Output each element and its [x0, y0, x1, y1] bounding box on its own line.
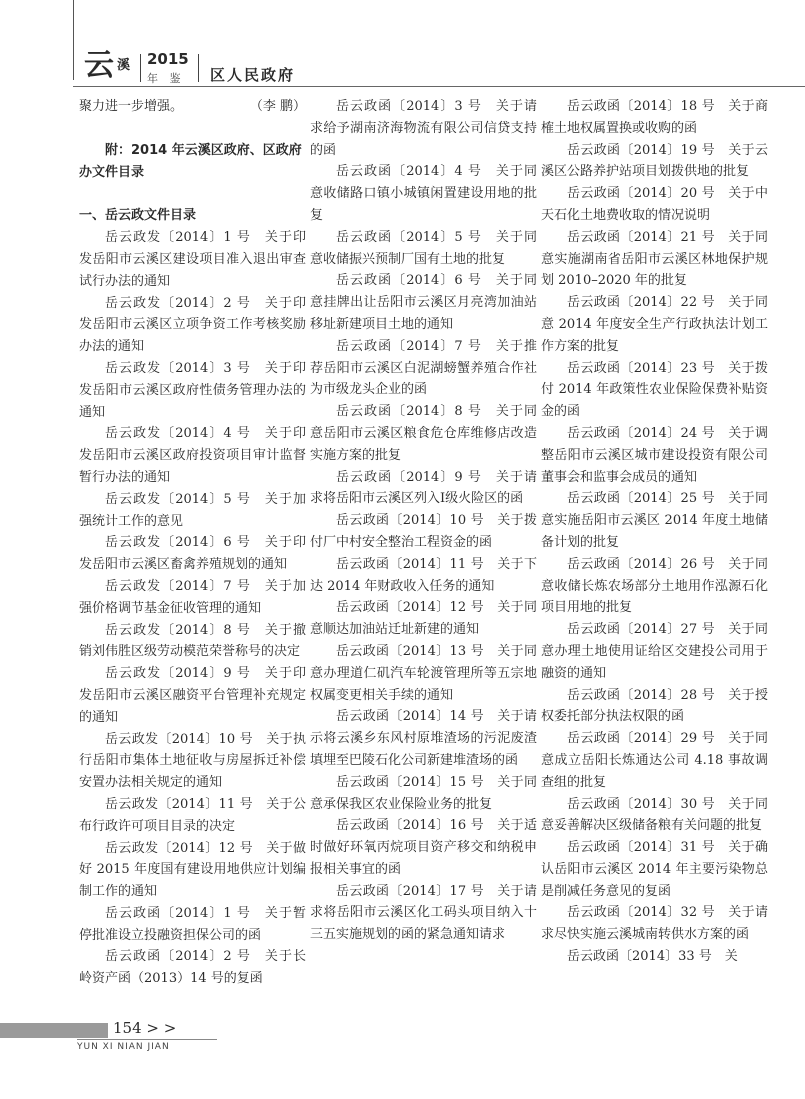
- list-item: 岳云政函〔2014〕17 号 关于请求将岳阳市云溪区化工码头项目纳入十三五实施规划的函的紧急通知请求: [310, 883, 537, 943]
- list-item: 岳云政发〔2014〕8 号 关于撤销刘伟胜区级劳动模范荣誉称号的决定: [79, 622, 306, 660]
- paragraph-ending: 聚力进一步增强。 （李 鹏）: [79, 96, 306, 118]
- list-item: 岳云政函〔2014〕16 号 关于适时做好环氧丙烷项目资产移交和纳税申报相关事宜的函: [310, 818, 537, 877]
- list-item: 岳云政发〔2014〕10 号 关于执行岳阳市集体土地征收与房屋拆迁补偿安置办法相关规定的通知: [79, 731, 306, 791]
- list-item: 岳云政函〔2014〕24 号 关于调整岳阳市云溪区城市建设投资有限公司董事会和监事会成员的通知: [541, 425, 768, 485]
- text-column-2: [310, 96, 537, 946]
- footer-bar: [0, 1023, 108, 1038]
- header-year: 2015: [147, 50, 189, 68]
- list-item: 岳云政函〔2014〕22 号 关于同意 2014 年度安全生产行政执法计划工作方案的批复: [541, 295, 768, 354]
- list-item: 岳云政函〔2014〕9 号 关于请求将岳阳市云溪区列入Ⅰ级火险区的函: [310, 469, 537, 507]
- list-item: 岳云政函〔2014〕26 号 关于同意收储长炼农场部分土地用作泓源石化项目用地的批复: [541, 556, 768, 616]
- list-item: 岳云政函〔2014〕23 号 关于拨付 2014 年政策性农业保险保费补贴资金的函: [541, 360, 768, 420]
- list-item: 岳云政发〔2014〕5 号 关于加强统计工作的意见: [79, 491, 306, 529]
- list-item: 岳云政函〔2014〕27 号 关于同意办理土地使用证给区交建投公司用于融资的通知: [541, 622, 768, 681]
- list-item: 岳云政发〔2014〕3 号 关于印发岳阳市云溪区政府性债务管理办法的通知: [79, 360, 306, 420]
- header-divider: [198, 54, 199, 82]
- list-item: 岳云政函〔2014〕2 号 关于长岭资产函（2013）14 号的复函: [79, 949, 306, 987]
- list-item: 岳云政函〔2014〕13 号 关于同意办理道仁矶汽车轮渡管理所等五宗地权属变更相关手续的通知: [310, 643, 537, 703]
- list-item: 岳云政函〔2014〕15 号 关于同意承保我区农业保险业务的批复: [310, 774, 537, 812]
- list-item: 岳云政函〔2014〕19 号 关于云溪区公路养护站项目划拨供地的批复: [541, 142, 768, 180]
- appendix-title: 附：2014 年云溪区政府、区政府办文件目录: [79, 142, 302, 180]
- logo-main-char: 云: [84, 48, 113, 83]
- header-divider: [140, 54, 141, 82]
- footer-rule: [77, 1039, 217, 1040]
- list-item: 岳云政函〔2014〕28 号 关于授权委托部分执法权限的函: [541, 687, 768, 725]
- list-item: 岳云政函〔2014〕11 号 关于下达 2014 年财政收入任务的通知: [310, 556, 537, 594]
- list-item: 岳云政函〔2014〕10 号 关于拨付厂中村安全整治工程资金的函: [310, 513, 537, 550]
- list-item: 岳云政发〔2014〕12 号 关于做好 2015 年度国有建设用地供应计划编制工作的通知: [79, 840, 306, 900]
- list-item: 岳云政函〔2014〕12 号 关于同意顺达加油站迁址新建的通知: [310, 600, 537, 638]
- header-vertical-rule: [73, 0, 74, 80]
- list-item: 岳云政发〔2014〕11 号 关于公布行政许可项目目录的决定: [79, 796, 306, 834]
- list-item: 岳云政函〔2014〕14 号 关于请示将云溪乡东风村原堆渣场的污泥废渣填埋至巴陵石化公司新建堆渣场的函: [310, 709, 537, 768]
- yearbook-logo: [84, 40, 129, 84]
- author-name: （李 鹏）: [249, 99, 306, 114]
- text-column-3: [541, 96, 768, 968]
- list-item: 岳云政函〔2014〕31 号 关于确认岳阳市云溪区 2014 年主要污染物总是削减任务意见的复函: [541, 840, 768, 899]
- text-column-1: [79, 96, 306, 990]
- list-item: 岳云政函〔2014〕25 号 关于同意实施岳阳市云溪区 2014 年度土地储备计划的批复: [541, 491, 768, 550]
- list-item: 岳云政函〔2014〕5 号 关于同意收储振兴预制厂国有土地的批复: [310, 229, 537, 267]
- list-item: 岳云政发〔2014〕7 号 关于加强价格调节基金征收管理的通知: [79, 578, 306, 616]
- header-subtitle: 年 鉴: [147, 72, 185, 85]
- logo-small-char: 溪: [117, 58, 130, 73]
- list-item: 岳云政函〔2014〕3 号 关于请求给予湖南济海物流有限公司信贷支持的函: [310, 99, 537, 158]
- footer-yearbook-name: YUN XI NIAN JIAN: [77, 1042, 170, 1052]
- list-item: 岳云政函〔2014〕1 号 关于暂停批准设立投融资担保公司的函: [79, 905, 306, 943]
- list-item: 岳云政函〔2014〕18 号 关于商榷土地权属置换或收购的函: [541, 99, 768, 136]
- header-section-title: 区人民政府: [210, 66, 296, 84]
- list-item: 岳云政发〔2014〕4 号 关于印发岳阳市云溪区政府投资项目审计监督暂行办法的通知: [79, 426, 306, 485]
- list-item: 岳云政函〔2014〕4 号 关于同意收储路口镇小城镇闲置建设用地的批复: [310, 164, 537, 223]
- list-item: 岳云政函〔2014〕7 号 关于推荐岳阳市云溪区白泥湖螃蟹养殖合作社为市级龙头企业的函: [310, 338, 537, 398]
- list-item: 岳云政函〔2014〕20 号 关于中天石化土地费收取的情况说明: [541, 186, 768, 223]
- list-item: 岳云政函〔2014〕33 号 关: [567, 949, 738, 965]
- list-item: 岳云政函〔2014〕21 号 关于同意实施湖南省岳阳市云溪区林地保护规划 2010–2020 年的批复: [541, 229, 768, 289]
- header-rule: [73, 86, 805, 87]
- section-heading: 一、岳云政文件目录: [79, 208, 197, 224]
- list-item: 岳云政函〔2014〕29 号 关于同意成立岳阳长炼通达公司 4.18 事故调查组的批复: [541, 731, 768, 790]
- list-item: 岳云政函〔2014〕32 号 关于请求尽快实施云溪城南转供水方案的函: [541, 905, 768, 943]
- list-item: 岳云政函〔2014〕30 号 关于同意妥善解决区级储备粮有关问题的批复: [541, 796, 768, 834]
- list-item: 岳云政函〔2014〕6 号 关于同意挂牌出让岳阳市云溪区月亮湾加油站移址新建项目土地的通知: [310, 273, 537, 332]
- list-item: 岳云政函〔2014〕8 号 关于同意岳阳市云溪区粮食危仓库维修店改造实施方案的批复: [310, 404, 537, 463]
- list-item: 岳云政发〔2014〕9 号 关于印发岳阳市云溪区融资平台管理补充规定的通知: [79, 666, 306, 725]
- page-number: 154 > >: [113, 1019, 177, 1037]
- list-item: 岳云政发〔2014〕2 号 关于印发岳阳市云溪区立项争资工作考核奖励办法的通知: [79, 295, 306, 355]
- list-item: 岳云政发〔2014〕6 号 关于印发岳阳市云溪区畜禽养殖规划的通知: [79, 535, 306, 573]
- list-item: 岳云政发〔2014〕1 号 关于印发岳阳市云溪区建设项目准入退出审查试行办法的通知: [79, 230, 306, 289]
